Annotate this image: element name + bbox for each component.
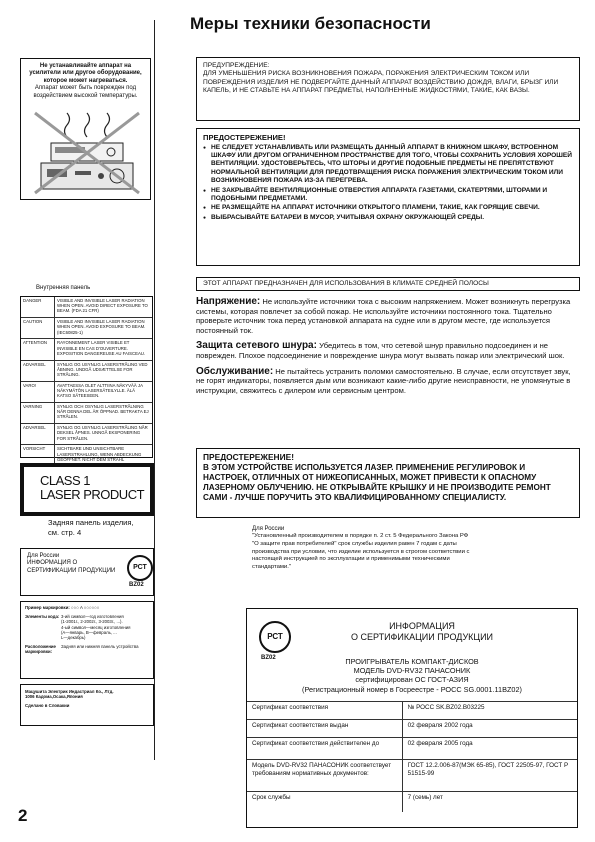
caution-list (203, 144, 573, 223)
cert-row (247, 720, 577, 738)
cert-row-value: 02 февраля 2002 года (402, 720, 577, 738)
safety-section-heading: Обслуживание: (196, 365, 274, 377)
laser-panel-key: CAUTION (21, 318, 55, 338)
laser-panel-key: VARO! (21, 382, 55, 402)
russia-cert-code: BZ02 (129, 582, 144, 588)
laser-panel-row (21, 424, 152, 445)
marking-elements-label: Элементы кода: (25, 614, 60, 620)
laser-panel-key: ADVARSEL (21, 424, 55, 444)
cert-row (247, 792, 577, 812)
laser-panel-text: RAYONNEMENT LASER VISIBLE ET INVISIBLE EN CAS D'OUVERTURE. EXPOSITION DANGEREUSE AU FAISCEAU. (57, 340, 146, 356)
safety-section-heading: Напряжение: (196, 296, 261, 307)
warning-box (196, 57, 580, 121)
rear-panel-label: Задняя панель изделия, см. стр. 4 (48, 518, 134, 537)
laser-panel-key: VARNING (21, 403, 55, 423)
russia-cert-line1: Для России (27, 553, 60, 559)
manufacturer-box (20, 684, 154, 726)
warning-title: ПРЕДУПРЕЖДЕНИЕ: (203, 62, 270, 69)
marking-box (20, 601, 154, 679)
laser-panel-key: VORSICHT (21, 445, 55, 465)
laser-caution-title: ПРЕДОСТЕРЕЖЕНИЕ! (203, 452, 294, 462)
cert-product-lines (247, 657, 577, 694)
cert-info-box (246, 608, 578, 828)
laser-panel-row (21, 403, 152, 424)
laser-panel-text: SYNLIG OG USYNLIG LASERSTRÅLING NÅR DEKSEL ÅPNES. UNNGÅ EKSPONERING FOR STRÅLEN. (57, 425, 148, 441)
cert-row-value: ГОСТ 12.2.006-87(МЭК 65-85), ГОСТ 22505-97, ГОСТ Р 51515-99 (402, 760, 577, 792)
russia-cert-box-small (20, 548, 154, 596)
cert-product-line: сертифицирован ОС ГОСТ-АЗИЯ (355, 675, 469, 685)
manufacturer-line2: 1006 Кадома,Осака,Япония (25, 694, 83, 700)
safety-section-heading: Защита сетевого шнура: (196, 340, 317, 352)
safety-section (196, 297, 580, 335)
caution-box (196, 128, 580, 266)
cert-product-line: ПРОИГРЫВАТЕЛЬ КОМПАКТ-ДИСКОВ (345, 657, 479, 666)
russia-cert-line3: СЕРТИФИКАЦИИ ПРОДУКЦИИ (27, 567, 116, 574)
laser-panel-text: SYNLIG OCH OSYNLIG LASERSTRÅLNING NÄR DENNA DEL ÄR ÖPPNAD. BETRAKTA EJ STRÅLEN. (57, 403, 149, 420)
heat-warning-box (20, 58, 151, 200)
laser-class-label (20, 463, 154, 516)
marking-location-value: Задняя или нижняя панель устройства (61, 644, 139, 650)
safety-section (196, 367, 580, 396)
caution-item: ● НЕ ЗАКРЫВАЙТЕ ВЕНТИЛЯЦИОННЫЕ ОТВЕРСТИЯ АППАРАТА ГАЗЕТАМИ, СКАТЕРТЯМИ, ШТОРАМИ И ПОДОБНЫМИ ПРЕДМЕТАМИ. (203, 187, 573, 204)
caution-title: ПРЕДОСТЕРЕЖЕНИЕ! (203, 133, 286, 142)
safety-sections (196, 297, 580, 401)
manufacturer-line3: Сделано в Словакии (25, 703, 70, 709)
russia-law-box (248, 523, 480, 603)
laser-panel-key: ATTENTION (21, 339, 55, 359)
cert-code: BZ02 (261, 655, 276, 661)
amplifier-illustration-icon (31, 109, 143, 195)
caution-item: ● ВЫБРАСЫВАЙТЕ БАТАРЕИ В МУСОР, УЧИТЫВАЯ ОХРАНУ ОКРУЖАЮЩЕЙ СРЕДЫ. (203, 214, 573, 222)
climate-box: ЭТОТ АППАРАТ ПРЕДНАЗНАЧЕН ДЛЯ ИСПОЛЬЗОВАНИЯ В КЛИМАТЕ СРЕДНЕЙ ПОЛОСЫ (196, 277, 580, 291)
cert-row (247, 702, 577, 720)
laser-panel-text: AVATTAESSA OLET ALTTIINA NÄKYVÄÄ JA NÄKYMÄTÖN LASERSÄTEILYLLE. ÄLÄ KATSO SÄTEESEEN. (57, 382, 143, 399)
cert-row-label: Сертификат соответствия действителен до (247, 738, 402, 760)
inner-panel-label: Внутренняя панель (36, 285, 91, 291)
marking-example-value: ○○○ A ○○○○○○ (71, 605, 100, 610)
safety-section-text: Не используйте источники тока с высоким напряжением. Может возникнуть перегрузка системы, которая повлечет за собой пожар. Не используйте источники постоянного тока. Тщательно проверьте источник тока перед установкой аппарата на судне или в другом месте, где используется постоянный ток. (196, 297, 571, 335)
laser-panel-row (21, 297, 152, 318)
class-label-line2: LASER PRODUCT (40, 487, 145, 502)
cert-row (247, 738, 577, 760)
marking-example-label: Пример маркировки: (25, 605, 70, 610)
cert-title-line1: ИНФОРМАЦИЯ (389, 621, 455, 631)
heat-warning-normal: Аппарат может быть поврежден под воздействием высокой температуры. (33, 85, 138, 99)
russia-law-text: "Установленный производителем в порядке п. 2 ст. 5 Федерального Закона РФ "О защите прав потребителей" срок службы изделия равен 7 годам с даты производства при условии, что изделие используется в строгом соответствии с настоящей инструкцией по эксплуатации и применимыми техническими стандартами." (252, 533, 470, 570)
cert-row-label: Сертификат соответствия (247, 702, 402, 720)
cert-title-line2: О СЕРТИФИКАЦИИ ПРОДУКЦИИ (350, 632, 494, 642)
cert-product-line: (Регистрационный номер в Госреестре - РОСС SG.0001.11BZ02) (302, 684, 522, 694)
laser-panel-text: VISIBLE AND INVISIBLE LASER RADIATION WHEN OPEN. AVOID EXPOSURE TO BEAM. (IEC60825-1) (57, 319, 146, 335)
cert-row-value: № РОСС SK.BZ02.B03225 (402, 702, 577, 720)
laser-warning-panel (20, 296, 153, 467)
cert-row-label: Сертификат соответствия выдан (247, 720, 402, 738)
laser-panel-text: SICHTBARE UND UNSICHTBARE LASERSTRAHLUNG, WENN ABDECKUNG GEÖFFNET. NICHT DEM STRAHL AUSSETZEN. RQLS0233 (57, 446, 142, 467)
safety-section-text: Не пытайтесь устранить поломки самостоятельно. В случае, если отсутствует звук, не горят индикаторы, появляется дым или возникают какие-либо другие неисправности, не упомянутые в инструкции, свяжитесь с дилером или сервисным центром. (196, 366, 571, 395)
laser-panel-row (21, 339, 152, 360)
marking-location-label: Расположение маркировки: (25, 644, 56, 655)
laser-panel-key: DANGER (21, 297, 55, 317)
laser-panel-row (21, 318, 152, 339)
class-label-line1: CLASS 1 (40, 473, 90, 488)
laser-caution-text: В ЭТОМ УСТРОЙСТВЕ ИСПОЛЬЗУЕТСЯ ЛАЗЕР. ПРИМЕНЕНИЕ РЕГУЛИРОВОК И НАСТРОЕК, ОТЛИЧНЫХ ОТ НИЖЕОПИСАННЫХ, МОЖЕТ ПРИВЕСТИ К ОПАСНОМУ ЛАЗЕРНОМУ ОБЛУЧЕНИЮ. НЕ ОТКРЫВАЙТЕ КРЫШКУ И НЕ ПРОИЗВОДИТЕ РЕМОНТ САМИ - ЛУЧШЕ ПОРУЧИТЬ ЭТО КВАЛИФИЦИРОВАННОМУ СПЕЦИАЛИСТУ. (203, 462, 551, 502)
marking-element-line: L—декабрь) (61, 635, 86, 641)
laser-panel-key: ADVARSEL (21, 361, 55, 381)
marking-element-line: 3-ий символ—год изготовления (61, 614, 124, 620)
cert-row-label: Срок службы (247, 792, 402, 812)
cert-logo-icon: РСТ (259, 621, 291, 653)
russia-law-title: Для России (252, 526, 285, 532)
russia-cert-line2: ИНФОРМАЦИЯ О (27, 560, 78, 567)
cert-row-value: 02 февраля 2005 года (402, 738, 577, 760)
cert-product-line: МОДЕЛЬ DVD-RV32 ПАНАСОНИК (353, 666, 471, 676)
column-divider (154, 20, 155, 760)
rst-logo-icon: РСТ (127, 555, 153, 581)
laser-caution-box (196, 448, 580, 518)
marking-element-line: 4-ый символ—месяц изготовления (61, 624, 131, 630)
marking-elements-lines (61, 614, 130, 640)
cert-row-label: Модель DVD-RV32 ПАНАСОНИК соответствует требованиям нормативных документов: (247, 760, 402, 792)
laser-panel-row (21, 382, 152, 403)
page-title: Меры техники безопасности (190, 14, 431, 33)
manufacturer-line1: Мацушита Электрик Индастриал Ко., Лтд. (25, 689, 114, 694)
laser-panel-row (21, 361, 152, 382)
safety-section-text: Убедитесь в том, что сетевой шнур правильно подсоединен и не поврежден. Плохое подсоединение и повреждение шнура могут вызвать пожар или электрический шок. (196, 341, 565, 360)
laser-panel-text: VISIBLE AND INVISIBLE LASER RADIATION WHEN OPEN. AVOID DIRECT EXPOSURE TO BEAM. (FDA 21 CFR) (57, 298, 148, 314)
cert-row-value: 7 (семь) лет (402, 792, 577, 812)
cert-row (247, 760, 577, 792)
cert-table (247, 701, 577, 812)
heat-warning-bold: Не устанавливайте аппарат на усилители или другое оборудование, которое может нагреваться. (29, 63, 142, 84)
page-number: 2 (18, 806, 28, 825)
caution-item: ● НЕ СЛЕДУЕТ УСТАНАВЛИВАТЬ ИЛИ РАЗМЕЩАТЬ ДАННЫЙ АППАРАТ В КНИЖНОМ ШКАФУ, ВСТРОЕННОМ ШКАФУ ИЛИ ДРУГОМ ОГРАНИЧЕННОМ ПРОСТРАНСТВЕ ДЛЯ ТОГО, ЧТОБЫ СОХРАНИТЬ УСЛОВИЯ ХОРОШЕЙ ВЕНТИЛЯЦИИ. УДОСТОВЕРЬТЕСЬ, ЧТО ШТОРЫ И ДРУГИЕ ПОДОБНЫЕ ПРЕДМЕТЫ НЕ ПРЕПЯТСТВУЮТ НОРМАЛЬНОЙ ВЕНТИЛЯЦИИ ДЛЯ ПРЕДОТВРАЩЕНИЯ РИСКА ПОРАЖЕНИЯ ЭЛЕКТРИЧЕСКИМ ТОКОМ ИЛИ ВОЗНИКНОВЕНИЯ ПОЖАРА ИЗ-ЗА ПЕРЕГРЕВА. (203, 144, 573, 186)
safety-section (196, 341, 580, 360)
laser-panel-text: SYNLIG OG USYNLIG LASERSTRÅLING VED ÅBNING. UNDGÅ UDSÆTTELSE FOR STRÅLING. (57, 361, 148, 377)
marking-element-line: (1-2001г., 2-2002г., 3-2003г., ...). (61, 619, 123, 625)
warning-text: ДЛЯ УМЕНЬШЕНИЯ РИСКА ВОЗНИКНОВЕНИЯ ПОЖАРА, ПОРАЖЕНИЯ ЭЛЕКТРИЧЕСКИМ ТОКОМ ИЛИ ПОВРЕЖДЕНИЯ ИЗДЕЛИЯ НЕ ПОДВЕРГАЙТЕ ДАННЫЙ АППАРАТ ВОЗДЕЙСТВИЮ ДОЖДЯ, ВЛАГИ, БРЫЗГ ИЛИ КАПЕЛЬ, И НЕ СТАВЬТЕ НА АППАРАТ ПРЕДМЕТЫ, НАПОЛНЕННЫЕ ЖИДКОСТЯМИ, ТАКИЕ, КАК ВАЗЫ. (203, 70, 559, 95)
caution-item: ● НЕ РАЗМЕЩАЙТЕ НА АППАРАТ ИСТОЧНИКИ ОТКРЫТОГО ПЛАМЕНИ, ТАКИЕ, КАК ГОРЯЩИЕ СВЕЧИ. (203, 204, 573, 212)
marking-element-line: (А—январь, В—февраль, ... (61, 629, 117, 635)
